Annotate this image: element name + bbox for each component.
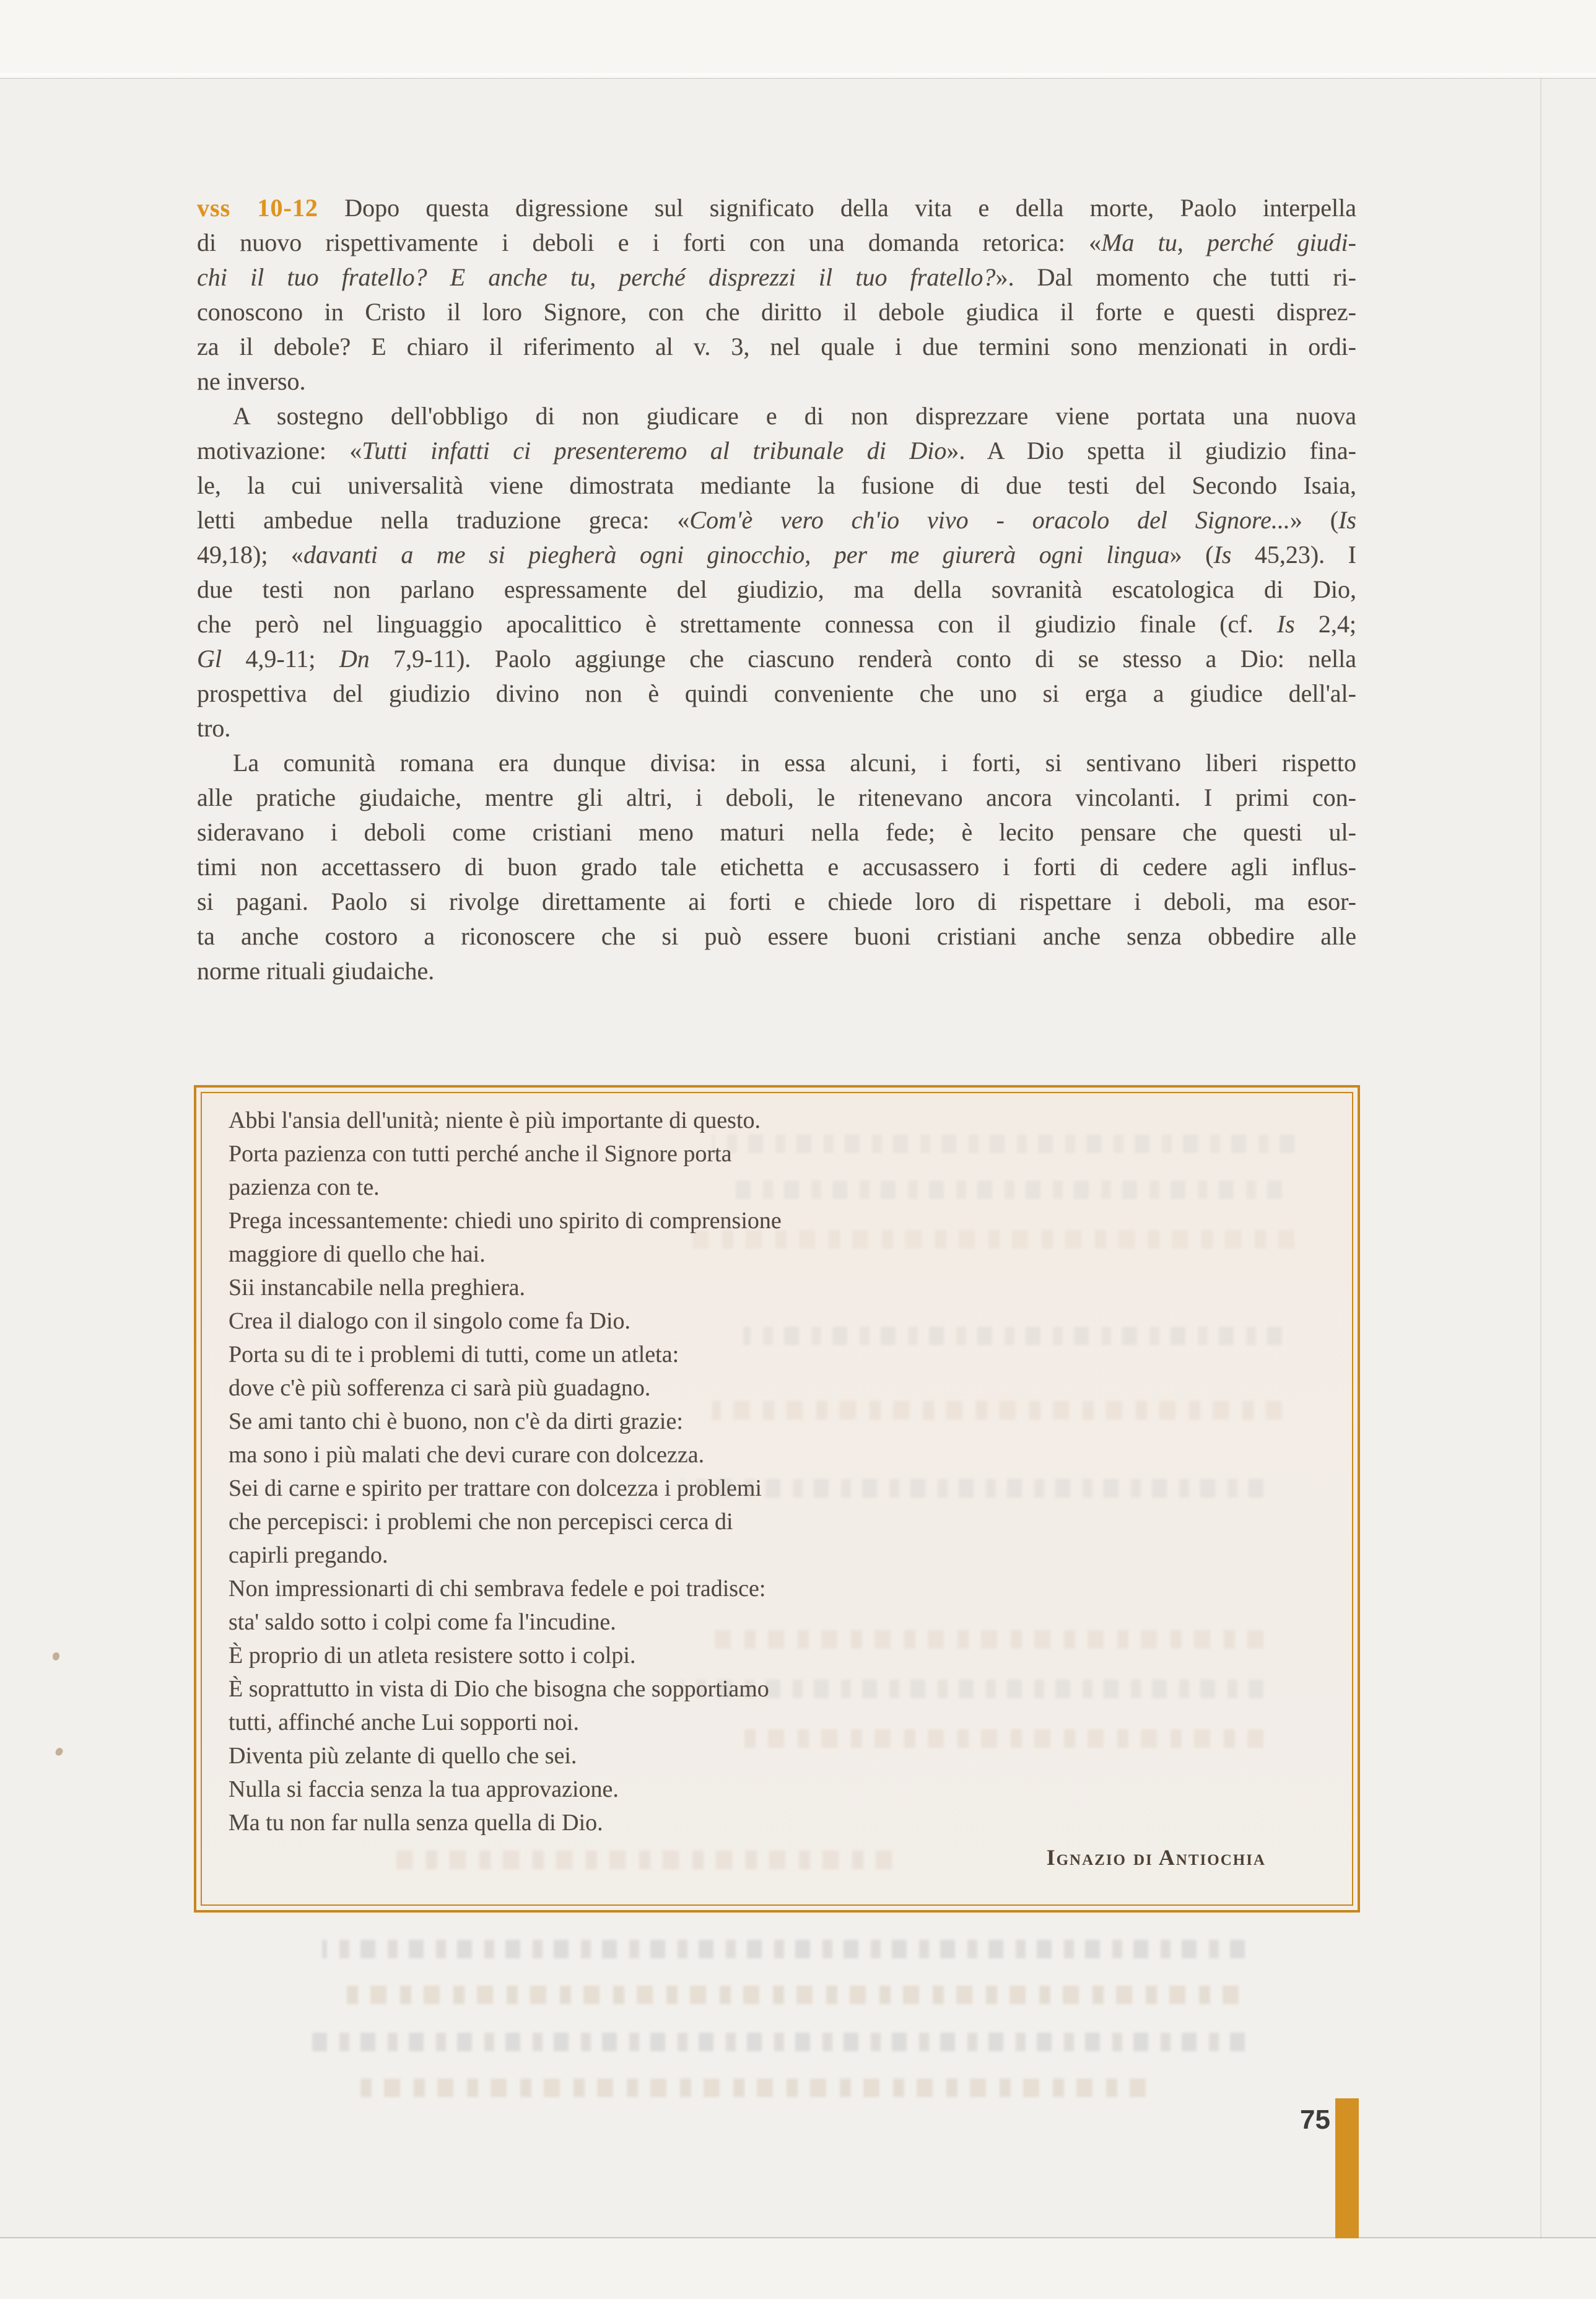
text-segment: 2,4; [1294, 610, 1356, 638]
text-line [197, 954, 1356, 988]
text-line [197, 780, 1356, 815]
text-segment: La comunità romana era dunque divisa: in essa alcuni, i forti, si sentivano liberi rispetto [233, 749, 1356, 777]
quote-line [229, 1605, 1333, 1639]
page-crease-band [0, 0, 1596, 79]
text-segment: Sii instancabile nella preghiera. [229, 1275, 526, 1301]
text-segment: Gl [197, 645, 222, 673]
text-segment: È proprio di un atleta resistere sotto i colpi. [229, 1642, 636, 1669]
quote-line [229, 1405, 1333, 1438]
bleed-through-line [347, 2079, 1146, 2097]
text-segment: 45,23). I [1231, 541, 1356, 569]
text-line [197, 434, 1356, 468]
text-segment: alle pratiche giudaiche, mentre gli altri, i deboli, le ritenevano ancora vincolanti. I primi con- [197, 783, 1356, 811]
quote-line [229, 1204, 1333, 1237]
text-line [197, 919, 1356, 954]
text-line [197, 329, 1356, 364]
quote-line [229, 1806, 1333, 1839]
text-segment: È soprattutto in vista di Dio che bisogna che sopportiamo [229, 1676, 769, 1702]
page-edge-line [1540, 78, 1541, 2299]
quote-line [229, 1171, 1333, 1204]
text-segment: sideravano i deboli come cristiani meno maturi nella fede; è lecito pensare che questi ul- [197, 818, 1356, 846]
text-line [197, 884, 1356, 919]
text-segment: Is [1213, 541, 1232, 569]
text-line [197, 399, 1356, 434]
text-line [197, 711, 1356, 746]
text-segment: ta anche costoro a riconoscere che si può essere buoni cristiani anche senza obbedire alle [197, 922, 1356, 950]
text-segment: di nuovo rispettivamente i deboli e i forti con una domanda retorica: « [197, 229, 1102, 256]
text-segment: davanti a me si piegherà ogni ginocchio, per me giurerà ogni lingua [303, 541, 1170, 569]
paragraph [197, 399, 1356, 746]
text-segment: Crea il dialogo con il singolo come fa Dio. [229, 1308, 631, 1334]
text-segment: Porta pazienza con tutti perché anche il Signore porta [229, 1141, 732, 1167]
quote-line [229, 1538, 1333, 1572]
text-segment: capirli pregando. [229, 1542, 388, 1568]
text-line [197, 642, 1356, 676]
paper-speck [53, 1652, 59, 1660]
text-segment: Non impressionarti di chi sembrava fedele e poi tradisce: [229, 1576, 766, 1602]
text-segment: » ( [1289, 506, 1339, 534]
text-line [197, 260, 1356, 295]
bleed-through-line [310, 2033, 1245, 2051]
text-segment: 4,9-11; [222, 645, 339, 673]
text-segment: ». A Dio spetta il giudizio fina- [946, 437, 1356, 465]
text-segment: Abbi l'ansia dell'unità; niente è più importante di questo. [229, 1107, 761, 1133]
text-segment: chi il tuo fratello? E anche tu, perché disprezzi il tuo fratello? [197, 263, 996, 291]
text-segment: Tutti infatti ci presenteremo al tribunale di Dio [362, 437, 947, 465]
text-line [197, 295, 1356, 329]
text-segment: Dn [339, 645, 370, 673]
text-segment: Ma tu, perché giudi- [1101, 229, 1356, 256]
text-line [197, 191, 1356, 225]
quote-line [229, 1338, 1333, 1371]
quote-line [229, 1438, 1333, 1472]
text-segment: tro. [197, 714, 231, 742]
text-line [197, 746, 1356, 780]
text-segment: si pagani. Paolo si rivolge direttamente ai forti e chiede loro di rispettare i deboli, ma esor- [197, 888, 1356, 915]
quote-line [229, 1237, 1333, 1271]
text-segment: timi non accettassero di buon grado tale etichetta e accusassero i forti di cedere agli influs- [197, 853, 1356, 881]
section-label: vss 10-12 [197, 194, 318, 222]
page-accent-bar [1335, 2098, 1359, 2238]
quote-line [229, 1672, 1333, 1706]
text-segment: pazienza con te. [229, 1174, 380, 1200]
paper-speck [55, 1747, 64, 1756]
quote-line [229, 1104, 1333, 1137]
text-line [197, 815, 1356, 850]
text-segment: che percepisci: i problemi che non percepisci cerca di [229, 1509, 733, 1535]
quote-line [229, 1706, 1333, 1739]
page-number: 75 [1300, 2105, 1330, 2135]
text-segment: Porta su di te i problemi di tutti, come un atleta: [229, 1341, 679, 1368]
quote-box [194, 1085, 1360, 1913]
text-segment: Ma tu non far nulla senza quella di Dio. [229, 1810, 603, 1836]
quote-line [229, 1773, 1333, 1806]
text-segment: motivazione: « [197, 437, 362, 465]
paragraph [197, 746, 1356, 988]
quote-line [229, 1371, 1333, 1405]
text-segment: sta' saldo sotto i colpi come fa l'incudine. [229, 1609, 616, 1635]
text-segment: 7,9-11). Paolo aggiunge che ciascuno renderà conto di se stesso a Dio: nella [369, 645, 1356, 673]
quote-line [229, 1739, 1333, 1773]
text-line [197, 503, 1356, 538]
text-segment: Prega incessantemente: chiedi uno spirito di comprensione [229, 1208, 782, 1234]
quote-line [229, 1639, 1333, 1672]
text-line [197, 364, 1356, 399]
text-segment: Dopo questa digressione sul significato della vita e della morte, Paolo interpella [318, 194, 1357, 222]
text-line [197, 468, 1356, 503]
quote-line [229, 1572, 1333, 1605]
text-segment: Nulla si faccia senza la tua approvazione. [229, 1776, 619, 1802]
text-segment: due testi non parlano espressamente del giudizio, ma della sovranità escatologica di Dio, [197, 575, 1356, 603]
text-segment: za il debole? E chiaro il riferimento al v. 3, nel quale i due termini sono menzionati in ordi- [197, 333, 1356, 360]
text-segment: che però nel linguaggio apocalittico è strettamente connessa con il giudizio finale (cf. [197, 610, 1277, 638]
text-segment: tutti, affinché anche Lui sopporti noi. [229, 1709, 579, 1735]
bleed-through-line [347, 1986, 1239, 2004]
text-line [197, 607, 1356, 642]
text-segment: Se ami tanto chi è buono, non c'è da dirti grazie: [229, 1408, 683, 1434]
text-segment: Diventa più zelante di quello che sei. [229, 1743, 577, 1769]
body-text [197, 191, 1356, 988]
text-segment: ne inverso. [197, 367, 306, 395]
text-segment: Sei di carne e spirito per trattare con dolcezza i problemi [229, 1475, 762, 1501]
text-segment: prospettiva del giudizio divino non è quindi conveniente che uno si erga a giudice dell'al- [197, 679, 1356, 707]
text-segment: ma sono i più malati che devi curare con dolcezza. [229, 1442, 705, 1468]
text-segment: Is [1338, 506, 1356, 534]
bleed-through-line [322, 1940, 1245, 1958]
quote-text [229, 1104, 1333, 1839]
text-line [197, 538, 1356, 572]
quote-line [229, 1304, 1333, 1338]
text-segment: A sostegno dell'obbligo di non giudicare e di non disprezzare viene portata una nuova [233, 402, 1356, 430]
text-segment: maggiore di quello che hai. [229, 1241, 486, 1267]
text-segment: Is [1276, 610, 1295, 638]
quote-line [229, 1505, 1333, 1538]
text-segment: » ( [1169, 541, 1214, 569]
text-line [197, 676, 1356, 711]
text-line [197, 225, 1356, 260]
paragraph [197, 191, 1356, 399]
text-segment: ». Dal momento che tutti ri- [995, 263, 1356, 291]
text-segment: le, la cui universalità viene dimostrata mediante la fusione di due testi del Secondo Isaia, [197, 471, 1356, 499]
text-segment: norme rituali giudaiche. [197, 957, 435, 985]
scanner-margin [0, 2238, 1596, 2299]
quote-attribution: Ignazio di Antiochia [1046, 1845, 1266, 1870]
text-segment: letti ambedue nella traduzione greca: « [197, 506, 690, 534]
quote-line [229, 1137, 1333, 1171]
text-segment: conoscono in Cristo il loro Signore, con che diritto il debole giudica il forte e questi disprez- [197, 298, 1356, 326]
quote-line [229, 1271, 1333, 1304]
quote-line [229, 1472, 1333, 1505]
crease-highlight [0, 73, 1596, 78]
text-line [197, 850, 1356, 884]
text-segment: Com'è vero ch'io vivo - oracolo del Signore... [689, 506, 1290, 534]
text-segment: dove c'è più sofferenza ci sarà più guadagno. [229, 1375, 651, 1401]
text-segment: 49,18); « [197, 541, 303, 569]
text-line [197, 572, 1356, 607]
